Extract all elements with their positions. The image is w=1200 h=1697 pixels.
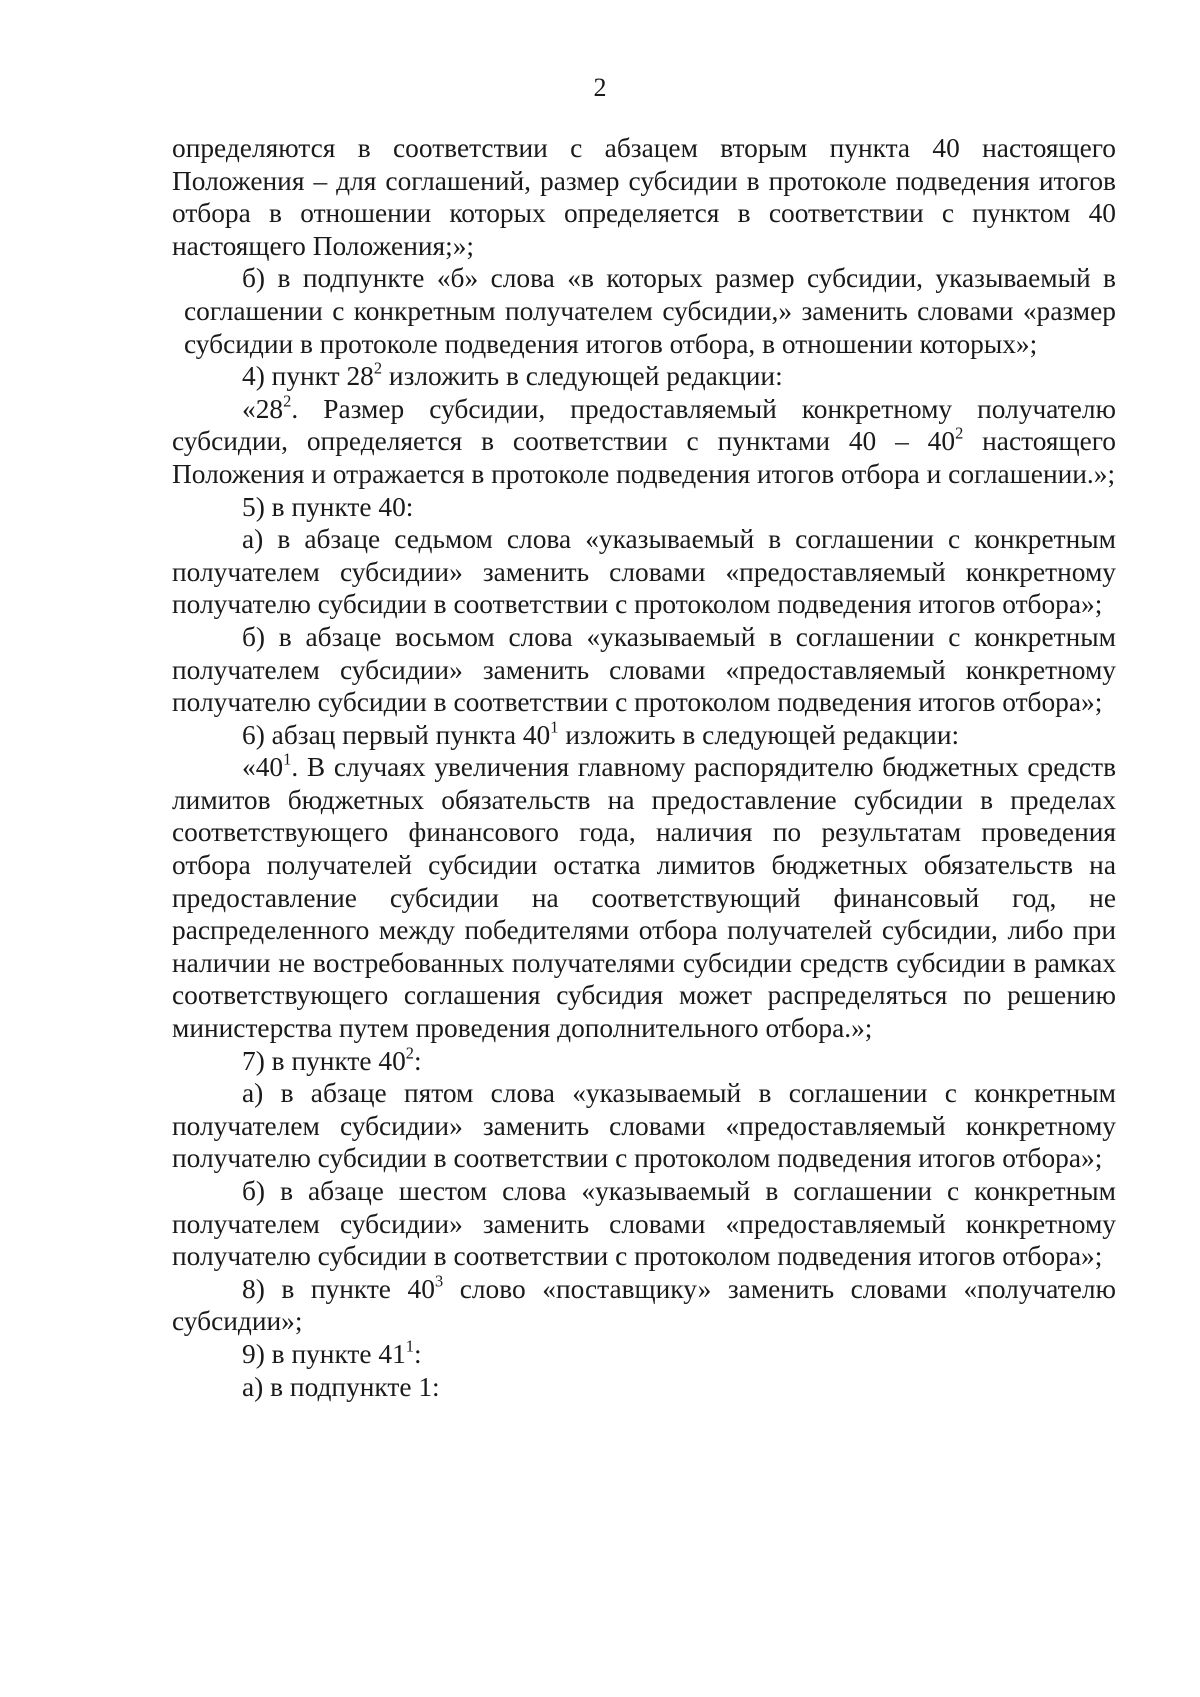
text-run: настоящего Положения и отражается в протоколе подведения итогов отбора и соглашении.»; xyxy=(172,426,1116,489)
paragraph-quote-28-2 xyxy=(172,393,1116,491)
superscript: 1 xyxy=(405,1336,414,1356)
text-run: 6) абзац первый пункта 40 xyxy=(242,719,551,750)
superscript: 1 xyxy=(283,749,292,769)
superscript: 2 xyxy=(405,1043,414,1063)
paragraph-item-5b: б) в абзаце восьмом слова «указываемый в соглашении с конкретным получателем субсидии» заменить словами «предоставляемый конкретному получателю субсидии в соответствии с протоколом подведения итогов отбора»; xyxy=(172,621,1116,718)
text-run: 8) в пункте 40 xyxy=(242,1273,435,1304)
document-body xyxy=(172,132,1116,1403)
text-run: 9) в пункте 41 xyxy=(242,1338,406,1369)
paragraph-item-7 xyxy=(172,1045,1116,1078)
text-run: 4) пункт 28 xyxy=(242,361,374,392)
text-run: : xyxy=(414,1045,422,1076)
text-run: изложить в следующей редакции: xyxy=(382,361,783,392)
paragraph-item-7b: б) в абзаце шестом слова «указываемый в соглашении с конкретным получателем субсидии» заменить словами «предоставляемый конкретному получателю субсидии в соответствии с протоколом подведения итогов отбора»; xyxy=(172,1176,1116,1272)
paragraph-item-9a: а) в подпункте 1: xyxy=(242,1371,440,1402)
paragraph-quote-40-1 xyxy=(172,751,1116,1044)
paragraph-item-8 xyxy=(172,1273,1116,1338)
page-number: 2 xyxy=(593,73,607,102)
text-run: 7) в пункте 40 xyxy=(242,1045,406,1076)
text-run: «40 xyxy=(242,752,284,783)
superscript: 2 xyxy=(955,423,964,443)
paragraph-item-4 xyxy=(172,360,1116,393)
text-run: . В случаях увеличения главному распорядителю бюджетных средств лимитов бюджетных обязательств на предоставление субсидии в пределах соответствующего финансового года, наличия по результатам проведения отбора получателей субсидии остатка лимитов бюджетных обязательств на предоставление субсидии на соответствующий финансовый год, не распределенного между победителями отбора получателей субсидии, либо при наличии не востребованных получателями субсидии средств субсидии в рамках соответствующего соглашения субсидия может распределяться по решению министерства путем проведения дополнительного отбора.»; xyxy=(172,752,1116,1044)
paragraph-item-5: 5) в пункте 40: xyxy=(242,491,414,522)
text-run: : xyxy=(414,1338,422,1369)
superscript: 3 xyxy=(434,1271,444,1291)
text-run: слово «поставщику» заменить словами «получателю субсидии»; xyxy=(172,1273,1116,1337)
superscript: 2 xyxy=(373,358,383,378)
paragraph-subitem-b: б) в подпункте «б» слова «в которых размер субсидии, указываемый в соглашении с конкретным получателем субсидии,» заменить словами «размер субсидии в протоколе подведения итогов отбора, в отношении которых»; xyxy=(184,263,1116,359)
text-run: «28 xyxy=(242,393,284,424)
paragraph-item-7a: а) в абзаце пятом слова «указываемый в соглашении с конкретным получателем субсидии» заменить словами «предоставляемый конкретному получателю субсидии в соответствии с протоколом подведения итогов отбора»; xyxy=(172,1078,1116,1174)
paragraph-item-5a: а) в абзаце седьмом слова «указываемый в соглашении с конкретным получателем субсидии» заменить словами «предоставляемый конкретному получателю субсидии в соответствии с протоколом подведения итогов отбора»; xyxy=(172,524,1116,620)
paragraph-continuation: определяются в соответствии с абзацем вторым пункта 40 настоящего Положения – для соглашений, размер субсидии в протоколе подведения итогов отбора в отношении которых определяется в соответствии с пунктом 40 настоящего Положения;»; xyxy=(172,133,1116,261)
text-run: . Размер субсидии, предоставляемый конкретному получателю субсидии, определяется в соответствии с пунктами 40 – 40 xyxy=(172,393,1116,457)
paragraph-item-9 xyxy=(172,1338,1116,1371)
superscript: 1 xyxy=(550,717,559,737)
superscript: 2 xyxy=(283,391,292,411)
paragraph-item-6 xyxy=(172,719,1116,752)
text-run: изложить в следующей редакции: xyxy=(558,719,960,750)
